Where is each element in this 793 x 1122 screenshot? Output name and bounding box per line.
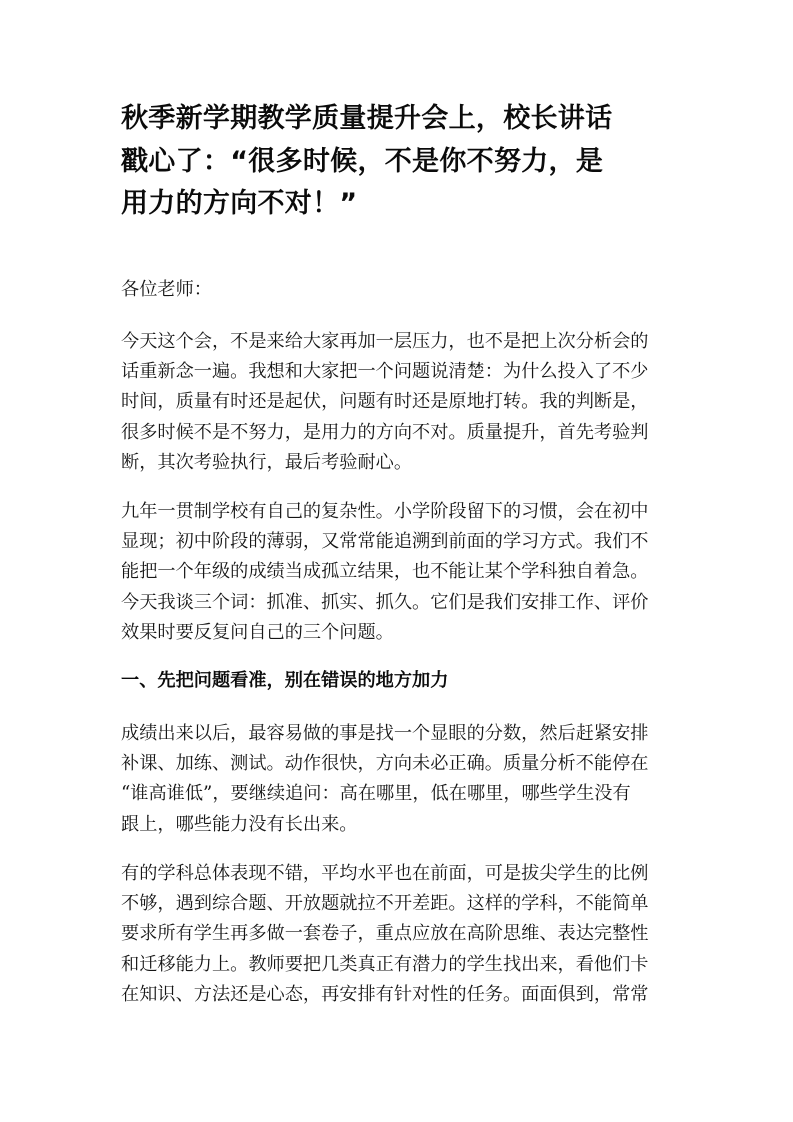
paragraph-line: 时间，质量有时还是起伏，问题有时还是原地打转。我的判断是，: [121, 391, 649, 413]
paragraph-4: [121, 859, 681, 1010]
paragraph-line: “谁高谁低”，要继续追问：高在哪里，低在哪里，哪些学生没有: [121, 783, 631, 805]
title-line: 秋季新学期教学质量提升会上，校长讲话: [121, 103, 613, 134]
paragraph-line: 能把一个年级的成绩当成孤立结果，也不能让某个学科独自着急。: [121, 561, 649, 583]
salutation-text: 各位老师：: [121, 279, 212, 300]
paragraph-line: 有的学科总体表现不错，平均水平也在前面，可是拔尖学生的比例: [121, 863, 649, 884]
document-title: [121, 98, 681, 226]
section-heading: 一、先把问题看准，别在错误的地方加力: [121, 670, 449, 691]
paragraph-line: 补课、加练、测试。动作很快，方向未必正确。质量分析不能停在: [121, 753, 649, 775]
paragraph-line: 在知识、方法还是心态，再安排有针对性的任务。面面俱到，常常: [121, 983, 649, 1005]
paragraph-line: 话重新念一遍。我想和大家把一个问题说清楚：为什么投入了不少: [121, 361, 649, 383]
paragraph-line: 九年一贯制学校有自己的复杂性。小学阶段留下的习惯，会在初中: [121, 501, 649, 522]
paragraph-line: 很多时候不是不努力，是用力的方向不对。质量提升，首先考验判: [121, 421, 649, 443]
paragraph-line: 今天这个会，不是来给大家再加一层压力，也不是把上次分析会的: [121, 331, 649, 352]
paragraph-line: 显现；初中阶段的薄弱，又常常能追溯到前面的学习方式。我们不: [121, 531, 649, 553]
paragraph-line: 效果时要反复问自己的三个问题。: [121, 621, 394, 643]
salutation: [121, 275, 681, 305]
paragraph-3: [121, 719, 681, 840]
paragraph-line: 不够，遇到综合题、开放题就拉不开差距。这样的学科，不能简单: [121, 893, 649, 915]
title-line: 戳心了：“很多时候，不是你不努力，是: [121, 145, 604, 177]
paragraph-line: 和迁移能力上。教师要把几类真正有潜力的学生找出来，看他们卡: [121, 953, 649, 975]
paragraph-line: 今天我谈三个词：抓准、抓实、抓久。它们是我们安排工作、评价: [121, 591, 649, 613]
paragraph-line: 断，其次考验执行，最后考验耐心。: [121, 451, 413, 473]
title-line: 用力的方向不对！”: [121, 188, 358, 219]
paragraph-2: [121, 497, 681, 648]
paragraph-line: 要求所有学生再多做一套卷子，重点应放在高阶思维、表达完整性: [121, 923, 649, 945]
paragraph-1: [121, 327, 681, 478]
paragraph-line: 跟上，哪些能力没有长出来。: [121, 813, 358, 835]
paragraph-line: 成绩出来以后，最容易做的事是找一个显眼的分数，然后赶紧安排: [121, 723, 649, 744]
